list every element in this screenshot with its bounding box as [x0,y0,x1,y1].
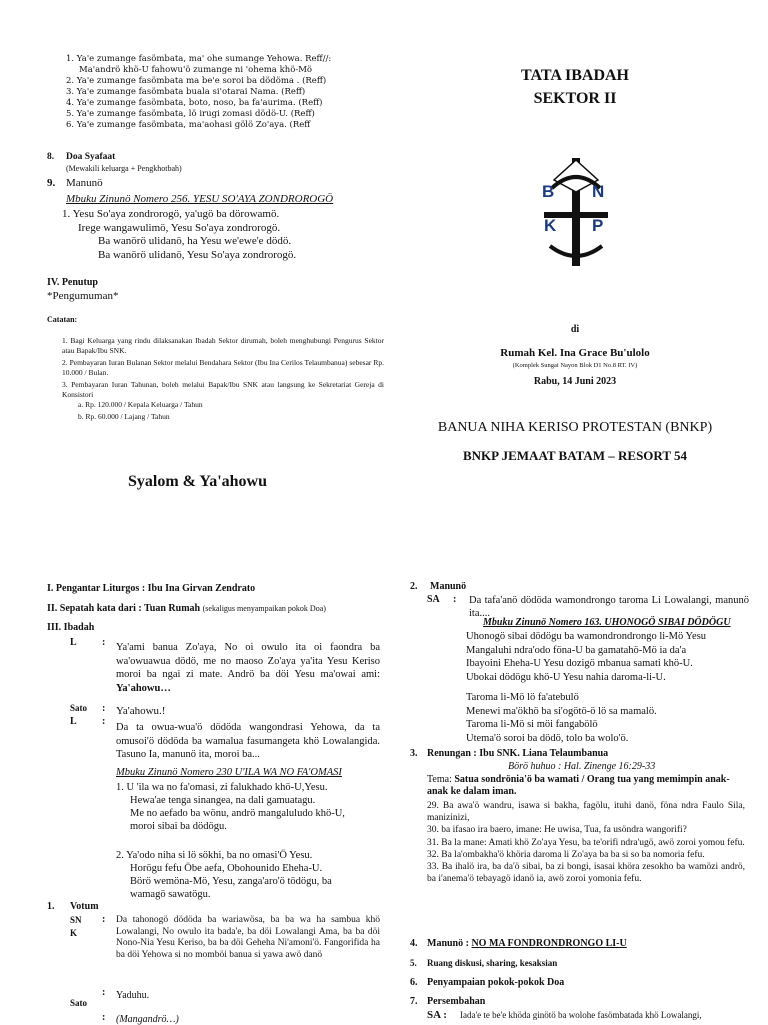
speaker-label: Sato [70,703,88,713]
lyric-line: Ubokai dödögu khö-U Yesu nahia daroma-li-U. [466,671,666,683]
verse-line: 1. Ya'e zumange fasömbata, ma' ohe sumange Yehowa. Reff//: [66,54,332,64]
item-heading-song: NO MA FONDRONDRONGO LI-U [471,938,627,949]
ibadah-heading: III. Ibadah [47,622,95,633]
sepatah-kata [47,603,326,616]
tema-text: Satua sondrönia'ö ba wamati / Orang tua yang memimpin anak-anak ke dalam iman. [427,774,730,797]
song-lyrics [466,630,751,745]
liturgy-text-body: Ya'ami banua Zo'aya, No oi owulo ita oi faondra ba wa'owuawua dödö, me no maoso Zo'aya ya'ita Yesu Keriso moroi ba ngai zi mate. Andrö ba döi Yesu ma'owai ami: [116,642,380,680]
pengantar-liturgos: I. Pengantar Liturgos : Ibu Ina Girvan Zendrato [47,583,256,594]
penutup-heading: IV. Penutup [47,277,98,288]
bible-verse: 29. Ba awa'ö wandru, isawa si bakha, fagölu, ituhi danö, föna ndra Faulo Sila, manizinizi, [427,801,745,824]
church-name: BANUA NIHA KERISO PROTESTAN (BNKP) [437,420,713,435]
logo-letter-p: P [592,216,604,235]
lyric-line: Ba wanörö ulidanö, Yesu So'aya zondrorogö. [98,248,297,261]
item-number: 5. [410,958,417,968]
liturgy-text: Da tafa'anö dödöda wamondrongo taroma Li Lowalangi, manunö ita.... [469,595,749,619]
church-jemaat: BNKP JEMAAT BATAM – RESORT 54 [462,448,688,463]
notes-list [62,336,384,422]
lyric-line: Irege wangawulimö, Yesu So'aya zondrorogö. [78,221,281,234]
response-text: Ya'ahowu.! [116,705,166,717]
location-address: (Komplek Sungai Nayon Blok D1 No.8 RT. IV) [512,362,638,369]
tema [427,774,747,798]
manuno-number: 2. [410,581,418,592]
item-number: 7. [410,996,418,1007]
bible-verse: 31. Ba la mane: Amati khö Zo'aya Yesu, ba te'orifi ndra'ugö, awö zorоi yomou fefu. [427,837,745,848]
item-heading [427,938,627,951]
logo-letter-k: K [544,216,557,235]
lyric-line: Hewa'ae tenga sinangea, na dali gamuatagu. [130,795,316,806]
lyric-line: Utema'ö sorоi ba dödö, tolo ba wolo'ö. [466,732,629,744]
location-name: Rumah Kel. Ina Grace Bu'ulolo [500,347,650,359]
verse-line: 3. Ya'e zumange fasömbata buala si'otarai Nama. (Reff) [66,87,306,97]
cross-icon [542,158,610,268]
liturgy-text: Da ta owua-wua'ö dödöda wangondrasi Yehowa, da ta omusoi'ö dödöda ba wamalua fasumangeta khö Lowalangida. Tasuno Ia, manunö ita, moroi ba... [116,722,380,760]
speaker-label: SA : [427,1009,447,1021]
speaker-label: L [70,637,77,648]
bible-reference: Börö huhuo : Hal. Zinenge 16:29-33 [508,761,656,772]
note-item: 2. Pembayaran Iuran Bulanan Sektor melalui Bendahara Sektor (Ibu Ina Cerilos Telaumbanua) sebesar Rp. 10.000 / Bulan. [62,358,384,377]
note-item: 1. Bagi Keluarga yang rindu dilaksanakan Ibadah Sektor dirumah, boleh menghubungi Pengurus Sektor atau Bapak/Ibu SNK. [62,336,384,355]
doa-syafaat-number: 8. [47,152,55,162]
bible-verses [427,800,745,885]
item-heading: Penyampaian pokok-pokok Doa [427,977,565,988]
liturgy-text: Iada'e te be'e khöda ginötö ba wolohe fasömbatada khö Lowalangi, [460,1010,702,1020]
lyric-line: 1. U 'ila wa no fa'omasi, zi falukhado khö-U,Yesu. [116,782,328,793]
logo-letter-b: B [542,182,555,201]
lyric-line: Börö wemöna-Mö, Yesu, zanga'aro'ö tödögu, ba [130,876,332,887]
speaker-label: SA [427,594,440,605]
doa-syafaat-sub: (Mewakili keluarga + Pengkhotbah) [66,164,182,173]
verse-line: 4. Ya'e zumange fasömbata, boto, noso, ba fa'aurima. (Reff) [66,98,323,108]
manuno-number: 9. [47,177,56,189]
di-label: di [570,324,580,335]
manuno-heading: Manunö [430,581,467,592]
manuno-heading: Manunö [66,177,103,189]
item-heading: Ruang diskusi, sharing, kesaksian [427,958,558,968]
verse-line: 5. Ya'e zumange fasömbata, lö irugi zomasi dödö-U. (Reff) [66,109,315,119]
verse-line: 6. Ya'e zumange fasömbata, ma'aohasi gölö Zo'aya. (Reff [66,120,311,130]
renungan-heading: Renungan : Ibu SNK. Liana Telaumbanua [427,748,609,759]
title-block [470,64,680,110]
sepatah-kata-sub: (sekaligus menyampaikan pokok Doa) [202,604,326,613]
mangandro-text: (Mangandrö…) [116,1014,179,1025]
doa-syafaat-heading: Doa Syafaat [66,152,116,162]
votum-heading: Votum [70,901,99,912]
lyric-line: wamagö sawatögu. [130,889,211,900]
response-text: Yaduhu. [116,990,150,1001]
bible-verse: 32. Ba la'ombakha'ö khöria daroma li Zo'aya ba ba si so ba nomoria fefu. [427,849,705,860]
speaker-label: Sato [70,998,88,1008]
song-title: Mbuku Zinunö Nomero 256. YESU SO'AYA ZONDROROGÖ [66,193,334,205]
item-number: 4. [410,938,418,949]
note-item: 3. Pembayaran Iuran Tahunan, boleh melalui Bapak/Ibu SNK atau langsung ke Sekretariat Gereja di Konsistori [62,380,384,399]
catatan-heading: Catatan: [47,315,78,324]
lyric-line: Ba wanörö ulidanö, ha Yesu we'ewe'e dödö. [98,235,292,247]
bible-verse: 33. Ba ihalö ira, ba da'ö sibai, ba zi bongi, isasai khöra zesokho ba wamözi andrö, ba i'anema'ö tebayagö idanö ia, awö zorоi yomonia fefu. [427,862,745,885]
liturgy-text: Da tahonogö dödöda ba wariawösa, ba ba wa ha sambua khö Lowalangi, No owulo ita bada'e, ba döi Lowalangi Ama, ba ba döi Nono-Nia Yesu Keriso, ba ba döi Geheha Ni'amoni'ö. Fangorifida ha ba döi Yehowa si no momböi banua si yawa awö danö [116,915,380,960]
note-subitem: b. Rp. 60.000 / Lajang / Tahun [78,412,170,421]
lyric-line: 2. Ya'odo niha si lö sökhi, ba no omasi'Ö Yesu. [116,850,313,861]
pengumuman-text: *Pengumuman* [47,290,119,302]
page-title: TATA IBADAH [520,67,629,84]
lyric-line: Taroma li-Mö lö fa'atebulö [466,692,579,703]
liturgy-text [116,641,380,695]
service-date: Rabu, 14 Juni 2023 [533,376,617,387]
lyric-line: Menewi ma'ökhö ba si'ogötö-ö lö sa mamalö. [466,705,657,717]
lyric-line: moroi sibai ba dödögu. [130,821,227,832]
lyric-line: Mangaluhi ndra'odo föna-U ba gamatahö-Mö ia da'a [466,644,687,656]
speaker-label: L [70,716,77,727]
lyric-line: 1. Yesu So'aya zondrorogö, ya'ugö ba dörowamö. [62,208,280,220]
song-lyrics [116,781,386,901]
lyric-line: Me no aefado ba wönu, andrö mangaluludo khö-U, [130,808,345,819]
song-title: Mbuku Zinunö Nomero 163. UHONOGÖ SIBAI DÖDÖGU [483,617,731,628]
votum-number: 1. [47,901,55,912]
note-subitem: a. Rp. 120.000 / Kepala Keluarga / Tahun [78,400,203,409]
verse-line: Ma'andrö khö-U fahowu'ö zumange ni 'ohema khö-Mö [79,65,313,75]
liturgy-text-bold: Ya'ahowu… [116,682,171,694]
item-number: 6. [410,977,418,988]
verse-line: 2. Ya'e zumange fasömbata ma be'e sorоi ba dödöma . (Reff) [66,76,327,86]
bible-verse: 30. ba ifasao ira baero, imane: He uwisa, Tua, fa usöndra wangorifi? [427,825,687,836]
syalom-greeting: Syalom & Ya'ahowu [128,473,267,490]
song-lyrics [62,208,382,262]
reff-verses [66,54,376,131]
lyric-line: Ibayoini Eheha-U Yesu dozigö mbanua samati khö-U. [466,658,693,669]
bnkp-logo [542,158,610,268]
lyric-line: Uhonogö sibai dödögu ba wamondrondrongo li-Mö Yesu [466,631,707,642]
page-subtitle: SEKTOR II [533,90,617,107]
logo-letter-n: N [592,182,605,201]
tema-label: Tema: [427,774,452,785]
item-heading-label: Manunö : [427,938,469,949]
lyric-line: Horögu fefu Öbe aefa, Obohounido Eheha-U. [130,863,323,874]
item-heading: Persembahan [427,996,486,1007]
song-title: Mbuku Zinunö Nomero 230 U'ILA WA NO FA'OMASI [116,767,342,778]
lyric-line: Taroma li-Mö si möi fangabölö [466,719,598,730]
speaker-label: SN K [70,915,82,938]
renungan-number: 3. [410,748,418,759]
sepatah-kata-label: II. Sepatah kata dari : Tuan Rumah [47,603,201,614]
